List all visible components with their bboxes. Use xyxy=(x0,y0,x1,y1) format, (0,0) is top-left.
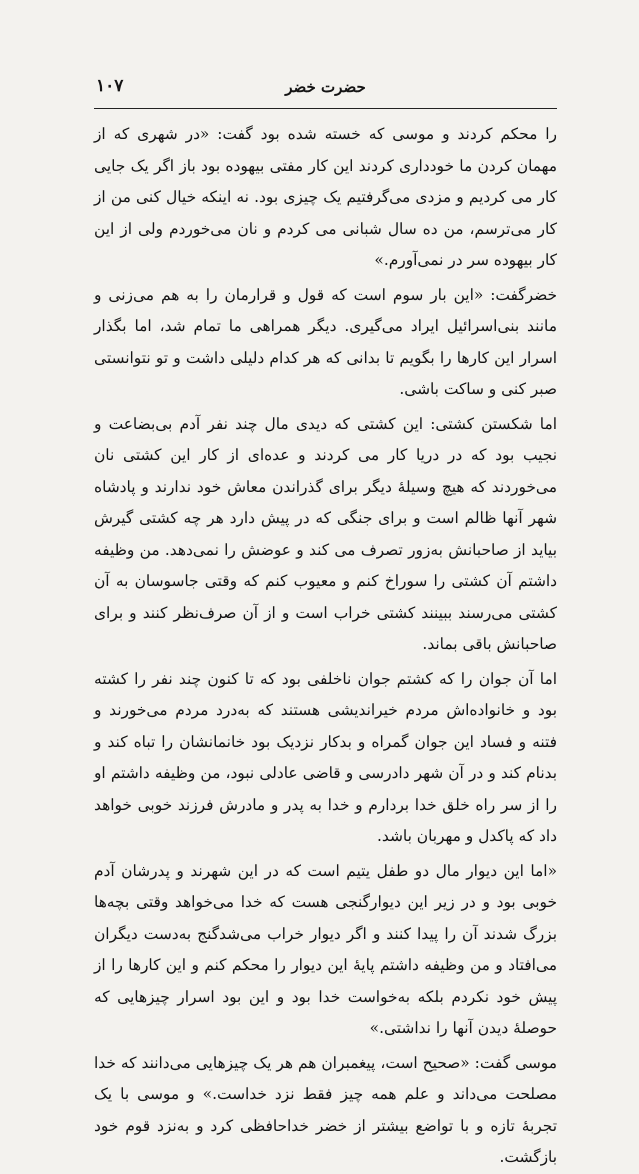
page-number: ۱۰۷ xyxy=(96,76,124,96)
paragraph-3: اما شکستن کشتی: این کشتی که دیدی مال چند نفر آدم بی‌بضاعت و نجیب بود که در دریا کار می کردند و عده‌ای از کار این کشتی نان می‌خوردند که هیچ وسیلهٔ دیگر برای گذراندن معاش خود ندارند و پادشاه شهر آنها ظالم است و برای جنگی که در پیش دارد هر چه کشتی گیرش بیاید از صاحبانش به‌زور تصرف می کند و عوضش را نمی‌دهد. من وظیفه داشتم آن کشتی را سوراخ کنم و معیوب کنم که وقتی جاسوسان به آن کشتی می‌رسند ببینند کشتی خراب است و از آن صرف‌نظر کنند و برای صاحبانش باقی بماند. xyxy=(94,414,557,653)
paragraph-4: اما آن جوان را که کشتم جوان ناخلفی بود که تا کنون چند نفر را کشته بود و خانواده‌اش مردم خیراندیشی هستند که به‌درد مردم می‌خورند و فتنه و فساد این جوان گمراه و بدکار نزدیک بود خانمانشان را تباه کند و بدنام کند و در آن شهر دادرسی و قاضی عادلی نبود، من وظیفه داشتم او را از سر راه خلق خدا بردارم و خدا به پدر و مادرش فرزند خوبی خواهد داد که پاکدل و مهربان باشد. xyxy=(94,669,557,845)
chapter-title: حضرت خضر xyxy=(285,78,366,96)
paragraph-5: «اما این دیوار مال دو طفل یتیم است که در این شهرند و پدرشان آدم خوبی بود و در زیر این دیوارگنجی هست که خدا می‌خواهد وقتی بچه‌ها بزرگ شدند آن را پیدا کنند و اگر دیوار خراب می‌شدگنج به‌دست دیگران می‌افتاد و من وظیفه داشتم پایهٔ این دیوار را محکم کنم و این کارها را از پیش خود نکردم بلکه به‌خواست خدا بود و این بود اسرار چیزهایی که حوصلهٔ دیدن آنها را نداشتی.» xyxy=(94,861,557,1037)
book-page xyxy=(0,70,639,1166)
paragraph-1: را محکم کردند و موسی که خسته شده بود گفت: «در شهری که از مهمان کردن ما خودداری کردند این کار مفتی بیهوده بود باز اگر یک جایی کار می کردیم و مزدی می‌گرفتیم یک چیزی بود. نه اینکه خیال کنی من از کار می‌ترسم، من ده سال شبانی می کردم و نان می‌خوردم ولی از این کار بیهوده سر در نمی‌آورم.» xyxy=(94,125,557,269)
body-text xyxy=(94,119,557,1174)
paragraph-2: خضرگفت: «این بار سوم است که قول و قرارمان را به هم می‌زنی و مانند بنی‌اسرائیل ایراد می‌گیری. دیگر همراهی ما تمام شد، اما بگذار اسرار این کارها را بگویم تا بدانی که هر کدام دلیلی داشت و تو نتوانستی صبر کنی و ساکت باشی. xyxy=(94,285,557,398)
running-header xyxy=(94,70,557,109)
paragraph-6: موسی گفت: «صحیح است، پیغمبران هم هر یک چیزهایی می‌دانند که خدا مصلحت می‌داند و علم همه چیز فقط نزد خداست.» و موسی با یک تجربهٔ تازه و با تواضع بیشتر از خضر خداحافظی کرد و به‌نزد قوم خود بازگشت. xyxy=(94,1053,557,1166)
